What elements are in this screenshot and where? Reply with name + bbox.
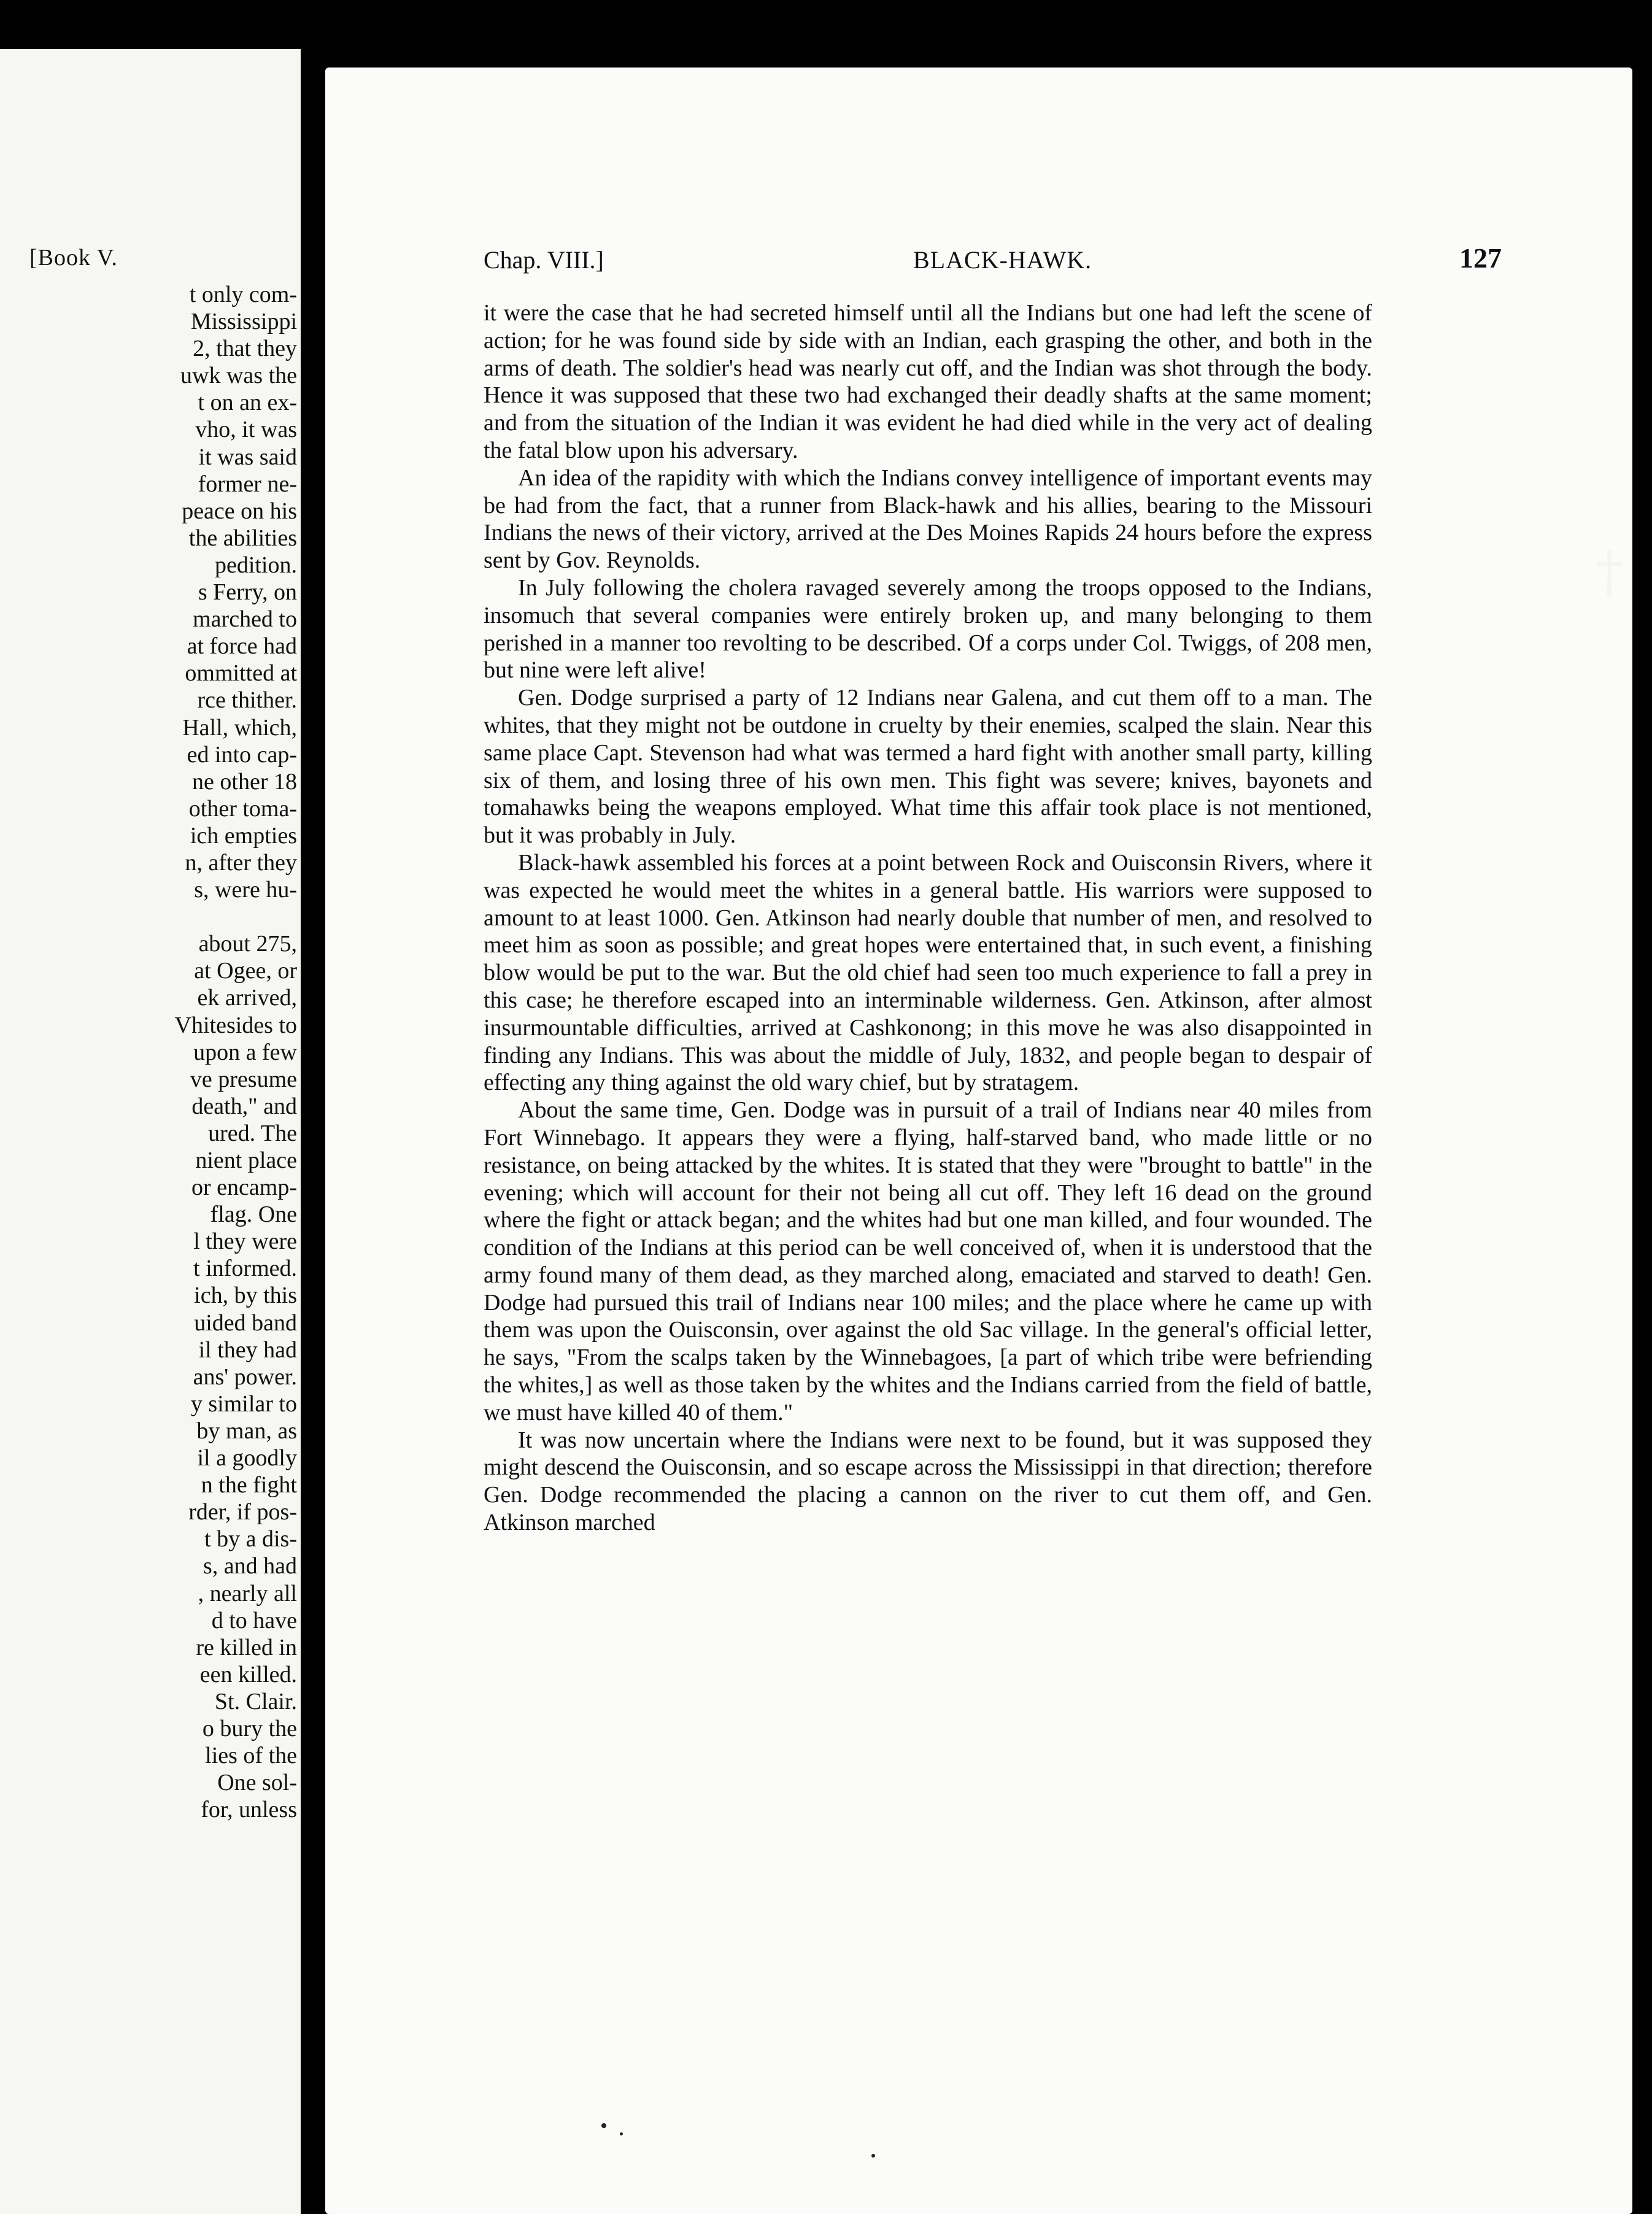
left-page-line: ans' power.	[193, 1364, 297, 1390]
left-page-line: flag. One	[210, 1202, 297, 1228]
left-page-line: s, were hu-	[194, 877, 297, 903]
left-page-line: n the fight	[201, 1472, 297, 1498]
left-page-line: St. Clair.	[214, 1688, 297, 1714]
left-page-line: Mississippi	[190, 309, 297, 335]
left-page-line: upon a few	[193, 1039, 297, 1065]
left-page-line	[0, 903, 297, 930]
left-page-line: il a goodly	[197, 1445, 297, 1472]
left-page-line: l they were	[193, 1228, 297, 1255]
paragraph: In July following the cholera ravaged severely among the troops opposed to the Indians, insomuch that several companies were entirely broken up, and many belonging to them perished in a manner too revolting to be described. Of a corps under Col. Twiggs, of 208 men, but nine were left alive!	[484, 574, 1372, 684]
page-title: BLACK-HAWK.	[913, 246, 1092, 274]
left-page-line: ek arrived,	[197, 985, 297, 1011]
left-page-line: pedition.	[214, 552, 297, 578]
scan-speck	[601, 2123, 606, 2128]
left-page-line: t only com-	[189, 282, 297, 307]
left-page-line: about 275,	[198, 931, 297, 957]
left-page-line: uwk was the	[180, 363, 297, 389]
left-page-line: 2, that they	[193, 336, 297, 362]
left-page-line: ne other 18	[192, 768, 297, 795]
scan-speck	[620, 2132, 623, 2135]
left-page-line: s, and had	[203, 1553, 297, 1580]
page-number: 127	[1459, 242, 1502, 274]
left-page-line: re killed in	[196, 1634, 297, 1660]
left-page-line: death," and	[191, 1093, 297, 1119]
previous-page-fragment	[0, 49, 301, 2214]
left-page-line: ve presume	[190, 1066, 297, 1092]
left-page-line: een killed.	[199, 1661, 297, 1688]
left-page-line: at force had	[187, 633, 297, 660]
left-page-line: peace on his	[182, 498, 297, 524]
left-page-line: it was said	[198, 444, 297, 470]
left-page-line: or encamp-	[191, 1174, 297, 1201]
chapter-label: Chap. VIII.]	[484, 246, 604, 274]
left-page-line: t by a dis-	[204, 1526, 297, 1552]
left-page-line: the abilities	[188, 525, 297, 551]
left-page-line: d to have	[211, 1607, 297, 1634]
paragraph: It was now uncertain where the Indians were next to be found, but it was supposed they might descend the Ouisconsin, and so escape across the Mississippi in that direction; therefore Gen. Dodge recommended the placing a cannon on the river to cut them off, and Gen. Atkinson marched	[484, 1427, 1372, 1536]
paragraph: An idea of the rapidity with which the Indians convey intelligence of important events may be had from the fact, that a runner from Black-hawk and his allies, bearing to the Missouri Indians the news of their victory, arrived at the Des Moines Rapids 24 hours before the express sent by Gov. Reynolds.	[484, 465, 1372, 574]
left-page-line: ich, by this	[194, 1282, 297, 1309]
left-page-line: , nearly all	[198, 1580, 297, 1606]
left-page-text	[0, 281, 297, 1823]
left-page-line: uided band	[194, 1310, 297, 1336]
left-page-line: marched to	[193, 606, 297, 633]
left-page-line: ured. The	[208, 1120, 297, 1146]
left-page-line: o bury the	[202, 1715, 297, 1742]
left-page-line: t informed.	[193, 1256, 297, 1282]
left-page-line: other toma-	[188, 795, 297, 822]
left-page-line: n, after they	[185, 849, 297, 876]
paragraph: Black-hawk assembled his forces at a point between Rock and Ouisconsin Rivers, where it was expected he would meet the whites in a general battle. His warriors were supposed to amount to at least 1000. Gen. Atkinson had nearly double that number of men, and resolved to meet him as soon as possible; and great hopes were entertained that, in such event, a finishing blow would be put to the war. But the old chief had seen too much experience to fall a prey in this case; he therefore escaped into an interminable wilderness. Gen. Atkinson, after almost insurmountable difficulties, arrived at Cashkonong; in this move he was also disappointed in finding any Indians. This was about the middle of July, 1832, and people began to despair of effecting any thing against the old wary chief, but by stratagem.	[484, 849, 1372, 1096]
left-page-line: Hall, which,	[182, 714, 297, 741]
left-page-line: s Ferry, on	[198, 579, 297, 606]
paragraph: it were the case that he had secreted himself until all the Indians but one had left the scene of action; for he was found side by side with an Indian, each grasping the other, and both in the arms of death. The soldier's head was nearly cut off, and the Indian was shot through the body. Hence it was supposed that these two had exchanged their deadly shafts at the same moment; and from the situation of the Indian it was evident he had died while in the very act of dealing the fatal blow upon his adversary.	[484, 300, 1372, 463]
paragraph: Gen. Dodge surprised a party of 12 Indians near Galena, and cut them off to a man. The whites, that they might not be outdone in cruelty by their enemies, scalped the slain. Near this same place Capt. Stevenson had what was termed a hard fight with another small party, killing six of them, and losing three of his own men. This fight was severe; knives, bayonets and tomahawks being the weapons employed. What time this affair took place is not mentioned, but it was probably in July.	[484, 685, 1372, 849]
left-page-line: rder, if pos-	[188, 1499, 297, 1526]
left-page-line: il they had	[198, 1336, 297, 1363]
left-running-head: [Book V.	[29, 245, 118, 271]
left-page-line: ed into cap-	[187, 741, 297, 768]
scan-speck	[871, 2154, 875, 2158]
left-page-line: Vhitesides to	[174, 1012, 297, 1038]
body-text	[484, 299, 1372, 1537]
left-page-line: rce thither.	[197, 687, 297, 714]
left-page-line: for, unless	[201, 1797, 297, 1823]
left-page-line: One sol-	[217, 1770, 297, 1796]
left-page-line: at Ogee, or	[194, 958, 297, 984]
margin-ink-mark: †	[1596, 540, 1623, 604]
paragraph: About the same time, Gen. Dodge was in pursuit of a trail of Indians near 40 miles from Fort Winnebago. It appears they were a flying, half-starved band, who made little or no resistance, on being attacked by the whites. It is stated that they were "brought to battle" in the evening; which will account for their not being all cut off. They left 16 dead on the ground where the fight or attack began; and the whites had but one man killed, and four wounded. The condition of the Indians at this period can be well conceived of, when it is understood that the army found many of them dead, as they marched along, emaciated and starved to death! Gen. Dodge had pursued this trail of Indians near 100 miles; and the place where he came up with them was upon the Ouisconsin, over against the old Sac village. In the general's official letter, he says, "From the scalps taken by the Winnebagoes, [a part of which tribe were befriending the whites,] as well as those taken by the whites and the Indians carried from the field of battle, we must have killed 40 of them."	[484, 1097, 1372, 1425]
left-page-line: vho, it was	[195, 417, 297, 443]
left-page-line: by man, as	[196, 1418, 297, 1444]
left-page-line: t on an ex-	[198, 390, 297, 416]
left-page-line: ommitted at	[185, 660, 297, 687]
left-page-line: y similar to	[190, 1390, 297, 1417]
left-page-line: former ne-	[198, 471, 297, 497]
running-head	[484, 242, 1632, 280]
left-page-line: ich empties	[190, 822, 297, 849]
book-page	[325, 68, 1632, 2214]
left-page-line: nient place	[195, 1148, 297, 1173]
left-page-line: lies of the	[205, 1743, 297, 1769]
